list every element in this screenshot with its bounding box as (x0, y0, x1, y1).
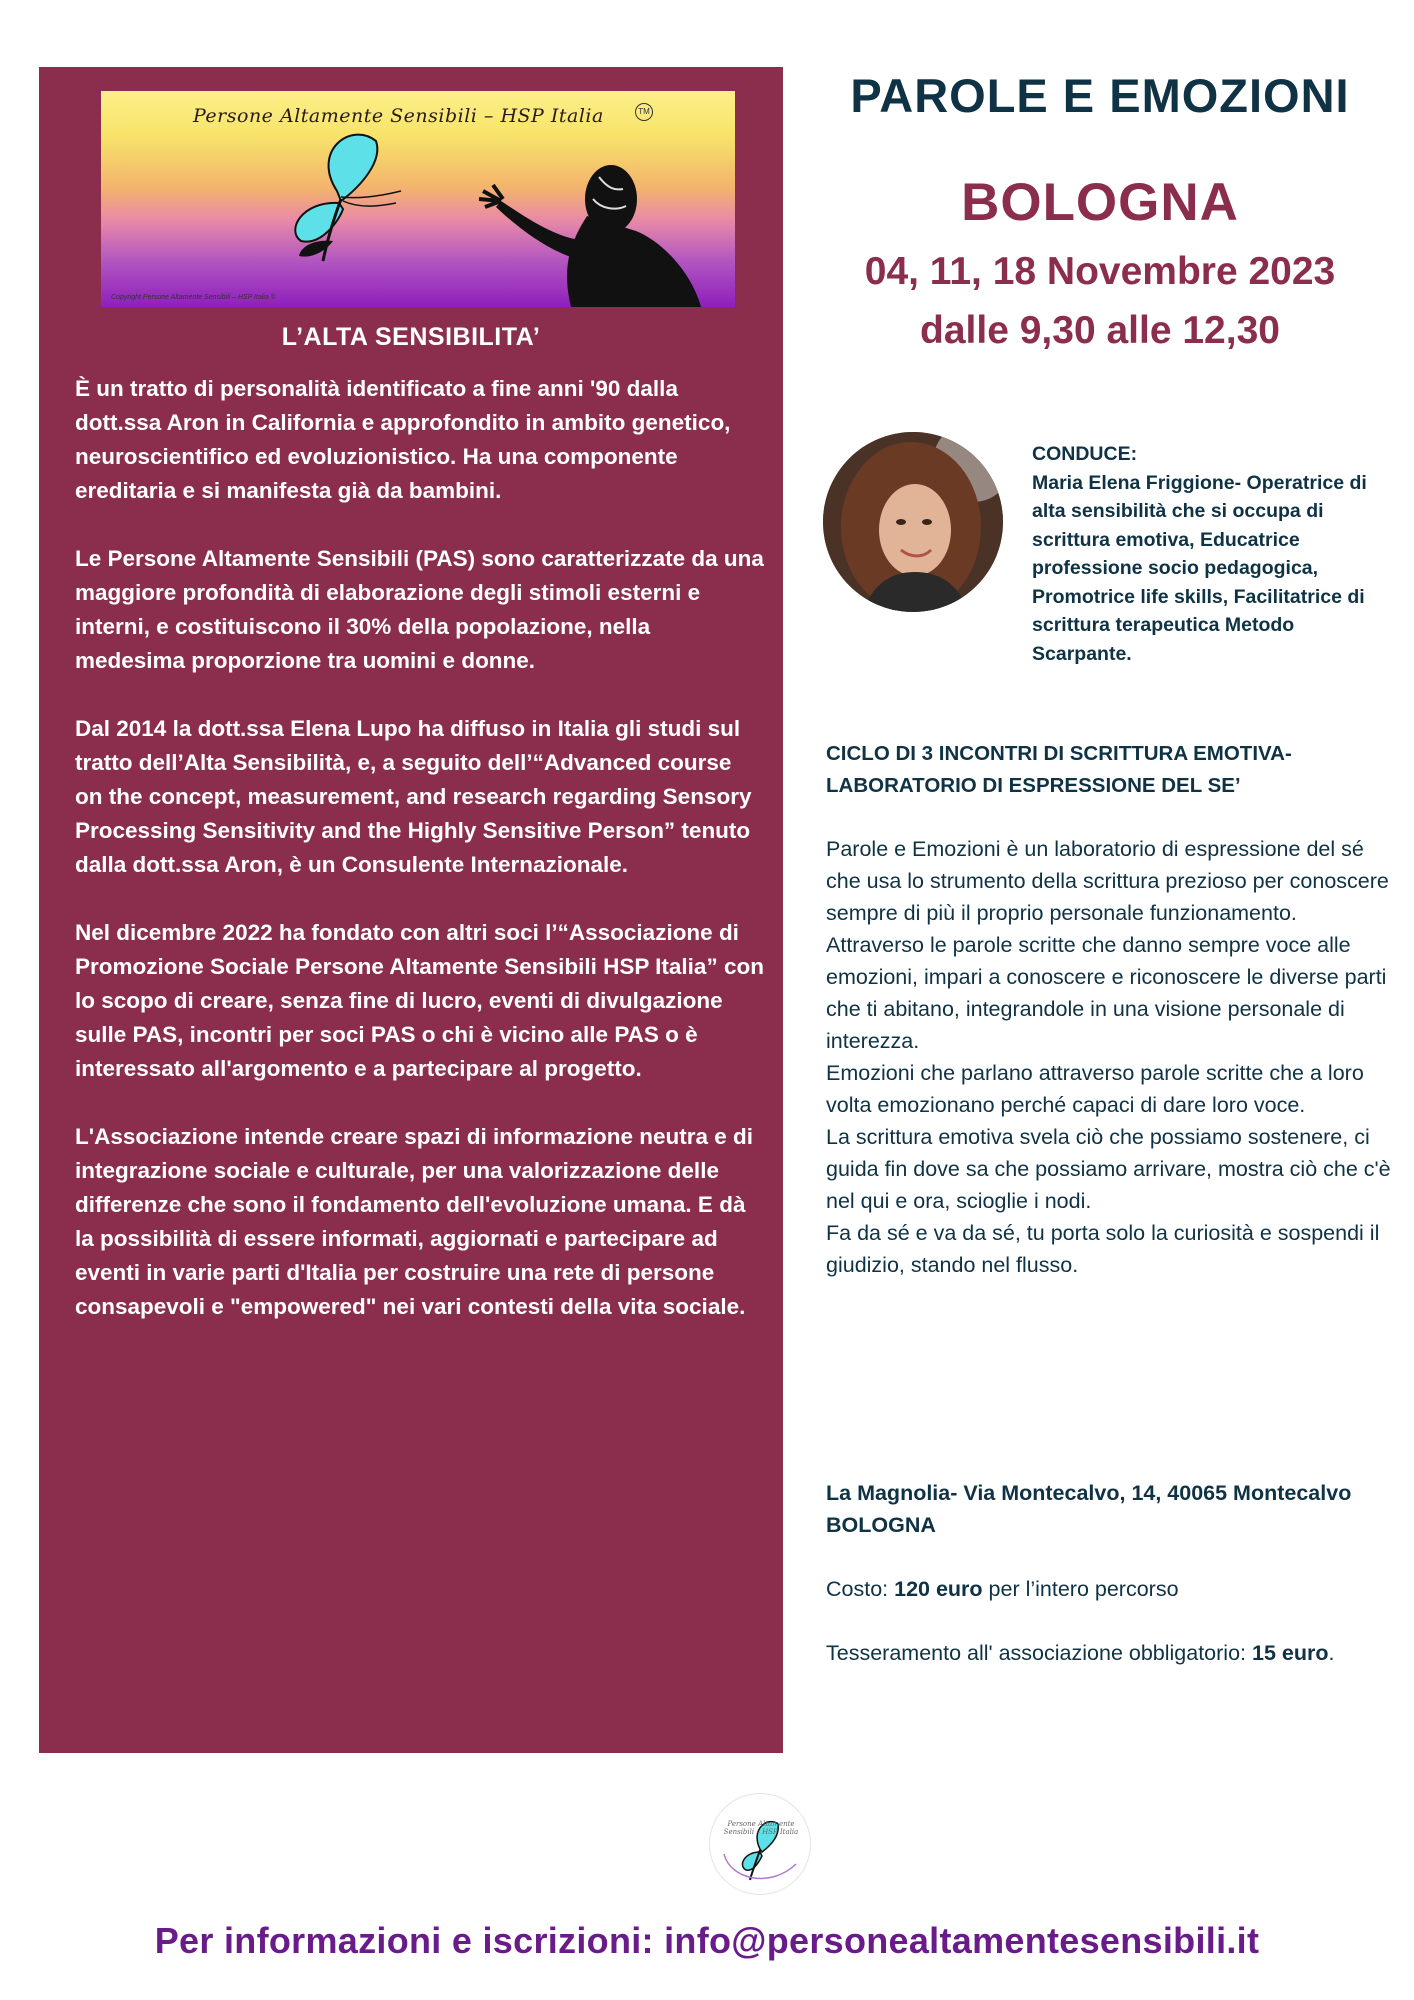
cost-suffix: per l’intero percorso (982, 1577, 1179, 1601)
butterfly-icon (710, 1794, 810, 1894)
body-paragraph: L'Associazione intende creare spazi di informazione neutra e di integrazione sociale e culturale, per una valorizzazione delle differenze che sono il fondamento dell'evoluzione umana. E dà la possibilità di essere informati, aggiornati e partecipare ad eventi in varie parti d'Italia per costruire una rete di persone consapevoli e "empowered" nei vari contesti della vita sociale. (75, 1124, 754, 1319)
description-paragraph: Attraverso le parole scritte che danno sempre voce alle emozioni, impari a conoscere e riconoscere le diverse parti che ti abitano, integrandole in una visione personale di interezza. (826, 933, 1387, 1053)
event-time: dalle 9,30 alle 12,30 (920, 309, 1280, 352)
info-panel (39, 67, 783, 1753)
body-paragraph: Le Persone Altamente Sensibili (PAS) sono caratterizzate da una maggiore profondità di elaborazione degli stimoli esterni e interni, e costituiscono il 30% della popolazione, nella medesima proporzione tra uomini e donne. (75, 546, 764, 673)
conduce-text: Maria Elena Friggione- Operatrice di alta sensibilità che si occupa di scrittura emotiva, Educatrice professione socio pedagogica, Promotrice life skills, Facilitatrice di scrittura terapeutica Metodo Scarpante. (1032, 471, 1367, 665)
laboratory-description (826, 833, 1396, 1281)
description-paragraph: Emozioni che parlano attraverso parole scritte che a loro volta emozionano perché capaci di dare loro voce. (826, 1061, 1364, 1117)
description-paragraph: Parole e Emozioni è un laboratorio di espressione del sé che usa lo strumento della scrittura prezioso per conoscere sempre di più il proprio personale funzionamento. (826, 837, 1389, 925)
cost-line (826, 1573, 1396, 1605)
event-title: PAROLE E EMOZIONI (850, 69, 1350, 122)
body-paragraph: Nel dicembre 2022 ha fondato con altri soci l’“Associazione di Promozione Sociale Persone Altamente Sensibili HSP Italia” con lo scopo di creare, senza fine di lucro, eventi di divulgazione sulle PAS, incontri per soci PAS o chi è vicino alle PAS o è interessato all'argomento e a partecipare al progetto. (75, 920, 764, 1081)
footer-logo-text: Persone Altamente Sensibili – HSP Italia (723, 1820, 799, 1836)
membership-prefix: Tesseramento all' associazione obbligatorio: (826, 1641, 1252, 1665)
membership-amount: 15 euro (1251, 1641, 1329, 1665)
alta-sensibilita-heading: L’ALTA SENSIBILITA’ (281, 323, 541, 351)
footer-butterfly-logo (709, 1793, 811, 1895)
person-silhouette-icon (479, 165, 701, 307)
hsp-italia-logo-banner (101, 91, 735, 307)
event-city: BOLOGNA (961, 173, 1239, 232)
venue-address: La Magnolia- Via Montecalvo, 14, 40065 Montecalvo BOLOGNA (826, 1481, 1352, 1537)
conduce-block (1032, 440, 1392, 668)
ciclo-heading: CICLO DI 3 INCONTRI DI SCRITTURA EMOTIVA- LABORATORIO DI ESPRESSIONE DEL SE’ (826, 742, 1292, 797)
contact-info[interactable]: Per informazioni e iscrizioni: info@personealtamentesensibili.it (154, 1920, 1260, 1961)
trademark-badge: TM (635, 103, 653, 121)
alta-sensibilita-body (75, 372, 765, 1358)
cost-prefix: Costo: (826, 1577, 895, 1601)
description-paragraph: La scrittura emotiva svela ciò che possiamo sostenere, ci guida fin dove sa che possiamo arrivare, mostra ciò che c'è nel qui e ora, scioglie i nodi. (826, 1125, 1391, 1213)
body-paragraph: Dal 2014 la dott.ssa Elena Lupo ha diffuso in Italia gli studi sul tratto dell’Alta Sensibilità, e, a seguito dell’“Advanced course on the concept, measurement, and research regarding Sensory Processing Sensitivity and the Highly Sensitive Person” tenuto dalla dott.ssa Aron, è un Consulente Internazionale. (75, 716, 752, 877)
body-paragraph: È un tratto di personalità identificato a fine anni '90 dalla dott.ssa Aron in California e approfondito in ambito genetico, neuroscientifico ed evoluzionistico. Ha una componente ereditaria e si manifesta già da bambini. (75, 376, 731, 503)
portrait-illustration (823, 432, 1003, 612)
logo-copyright: Copyright Persone Altamente Sensibili – HSP Italia © (111, 294, 276, 301)
membership-line (826, 1637, 1396, 1669)
cost-amount: 120 euro (894, 1577, 983, 1601)
event-dates: 04, 11, 18 Novembre 2023 (864, 250, 1336, 293)
conduce-label: CONDUCE: (1032, 443, 1138, 465)
membership-suffix: . (1328, 1641, 1335, 1665)
facilitator-photo (823, 432, 1003, 612)
logo-text: Persone Altamente Sensibili – HSP Italia (193, 105, 604, 127)
butterfly-icon (295, 135, 401, 261)
description-paragraph: Fa da sé e va da sé, tu porta solo la curiosità e sospendi il giudizio, stando nel flusso. (826, 1221, 1380, 1277)
